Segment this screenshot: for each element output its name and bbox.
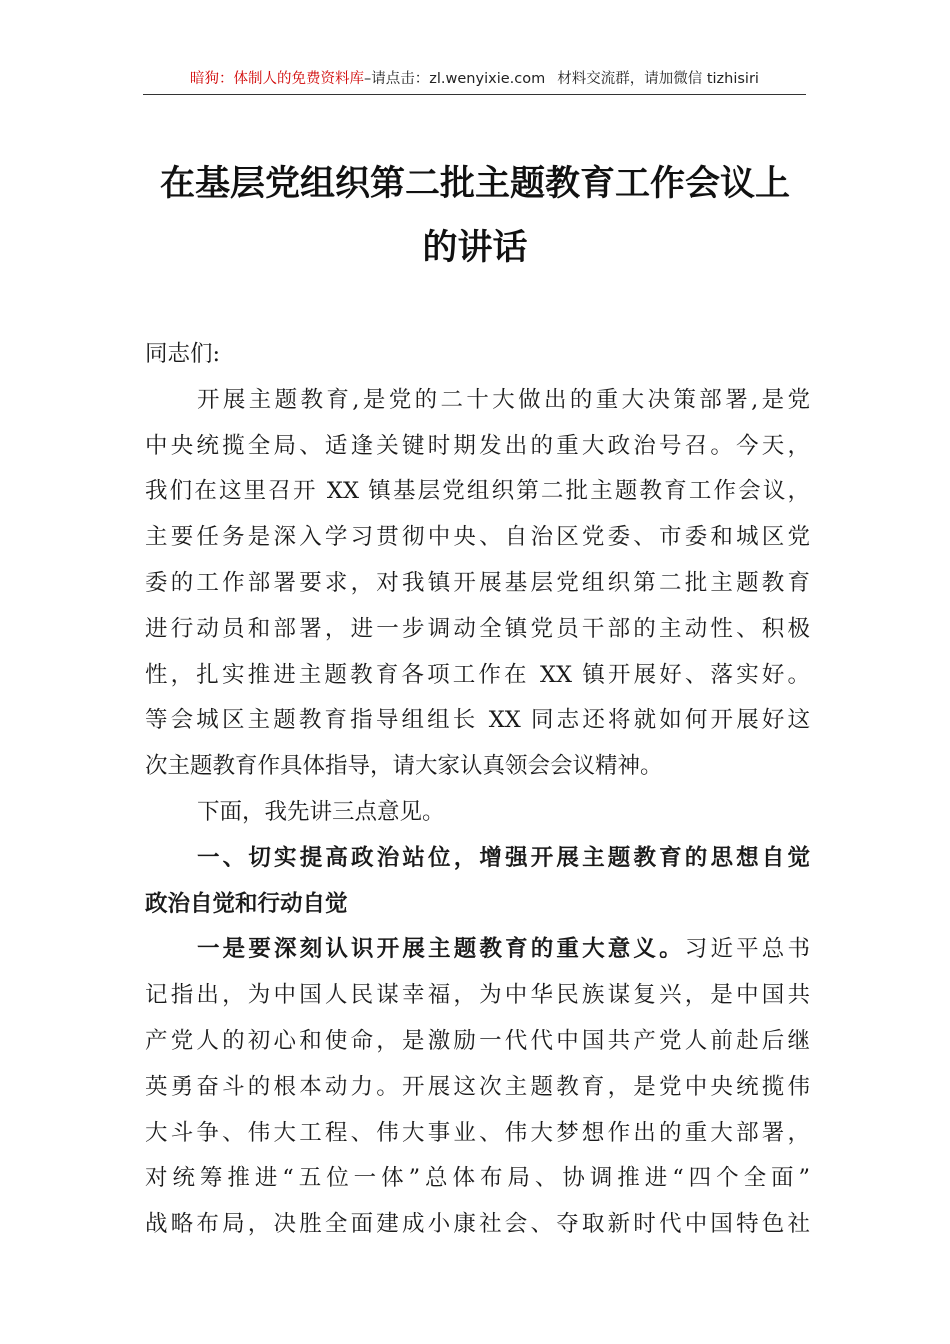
- header-url-link[interactable]: zl.wenyixie.com: [429, 71, 546, 87]
- paragraph-line: 主要任务是深入学习贯彻中央、自治区党委、市委和城区党: [145, 524, 810, 551]
- paragraph-line: 次主题教育作具体指导，请大家认真领会会议精神。: [145, 753, 663, 780]
- paragraph-line: 产党人的初心和使命，是激励一代代中国共产党人前赴后继: [145, 1027, 810, 1054]
- title-line-1: 在基层党组织第二批主题教育工作会议上: [159, 163, 790, 204]
- paragraph-lead-rest: 习近平总书: [684, 936, 810, 963]
- paragraph-line: 中央统揽全局、适逢关键时期发出的重大政治号召。今天，: [145, 432, 810, 459]
- paragraph-line: 等会城区主题教育指导组组长 XX 同志还将就如何开展好这: [145, 707, 810, 734]
- section-heading-line: 一、切实提高政治站位，增强开展主题教育的思想自觉: [197, 844, 810, 871]
- paragraph-line: 英勇奋斗的根本动力。开展这次主题教育，是党中央统揽伟: [145, 1073, 810, 1100]
- document-title: [120, 152, 830, 280]
- salutation: 同志们:: [145, 341, 221, 367]
- paragraph-line: 大斗争、伟大工程、伟大事业、伟大梦想作出的重大部署，: [145, 1119, 810, 1146]
- paragraph-line: [145, 927, 810, 973]
- paragraph-line: 进行动员和部署，进一步调动全镇党员干部的主动性、积极: [145, 615, 810, 642]
- paragraph-line: 开展主题教育,是党的二十大做出的重大决策部署,是党: [197, 386, 810, 413]
- paragraph-line: 委的工作部署要求，对我镇开展基层党组织第二批主题教育: [145, 569, 810, 596]
- paragraph-line: 下面，我先讲三点意见。: [197, 798, 445, 825]
- page-header: [143, 64, 806, 95]
- paragraph-line: 战略布局，决胜全面建成小康社会、夺取新时代中国特色社: [145, 1211, 810, 1238]
- header-brand: 暗狗：体制人的免费资料库: [190, 71, 365, 87]
- header-link-prefix: –请点击：: [364, 71, 430, 87]
- header-contact: 材料交流群，请加微信 tizhisiri: [557, 71, 759, 87]
- paragraph-line: 记指出，为中国人民谋幸福，为中华民族谋复兴，是中国共: [145, 982, 810, 1009]
- document-body: [145, 332, 810, 1248]
- paragraph-lead-bold: 一是要深刻认识开展主题教育的重大意义。: [197, 936, 685, 963]
- paragraph-line: 性，扎实推进主题教育各项工作在 XX 镇开展好、落实好。: [145, 661, 810, 688]
- paragraph-line: 我们在这里召开 XX 镇基层党组织第二批主题教育工作会议，: [145, 478, 810, 505]
- title-line-2: 的讲话: [422, 227, 528, 268]
- paragraph-line: 对统筹推进“五位一体”总体布局、协调推进“四个全面”: [145, 1165, 810, 1192]
- section-heading-line: 政治自觉和行动自觉: [145, 890, 348, 917]
